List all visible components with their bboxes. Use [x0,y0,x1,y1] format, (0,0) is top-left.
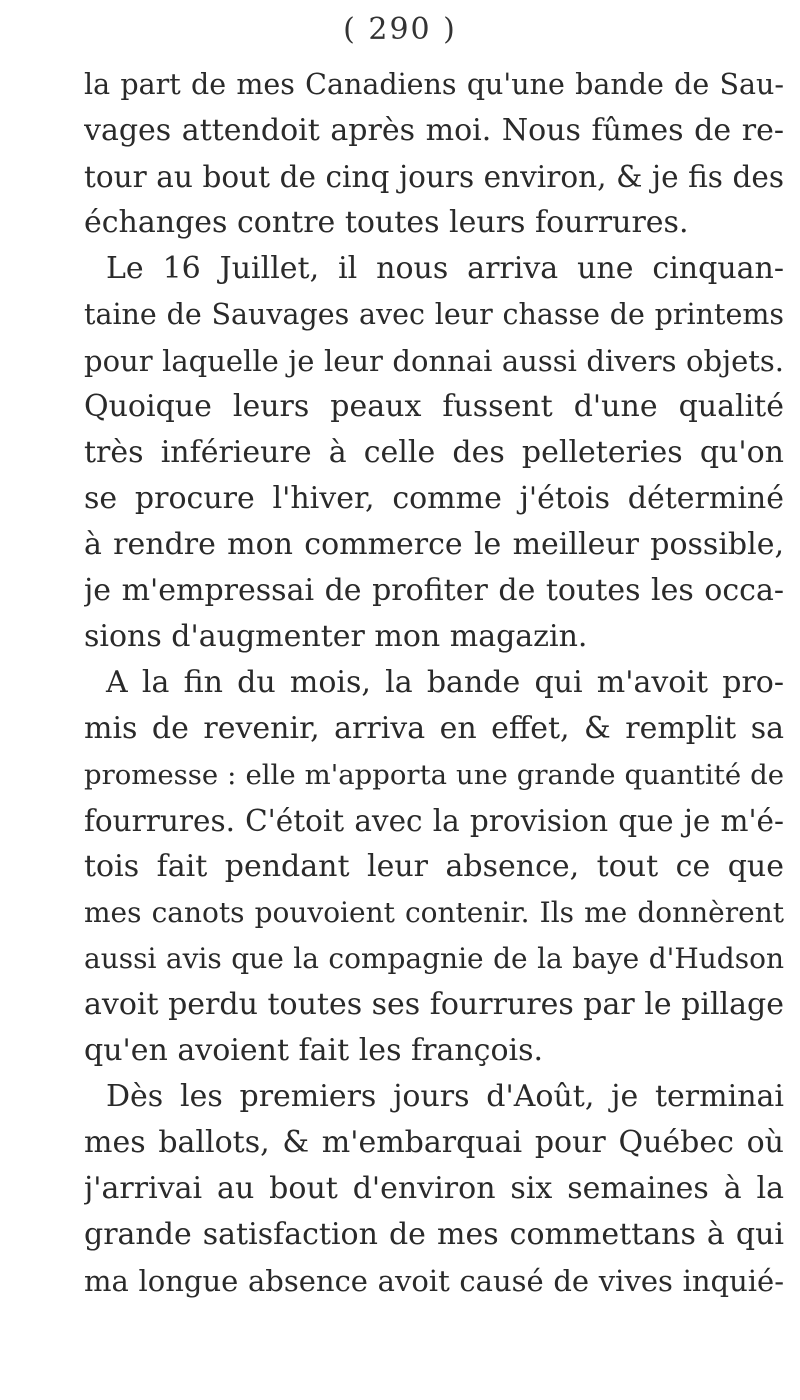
text-line: se procure l'hiver, comme j'étois déterminé [84,481,784,516]
text-line: pour laquelle je leur donnai aussi divers objets. [84,344,784,378]
text-line: mes canots pouvoient contenir. Ils me donnèrent [84,896,784,929]
text-line: A la fin du mois, la bande qui m'avoit pro- [106,665,784,700]
text-line: ma longue absence avoit causé de vives inquié- [84,1264,784,1298]
text-line: échanges contre toutes leurs fourrures. [84,205,689,240]
text-line: très inférieure à celle des pelleteries qu'on [84,435,784,470]
text-line: je m'empressai de profiter de toutes les occa- [84,573,784,608]
page-number: ( 290 ) [343,12,457,47]
text-line: la part de mes Canadiens qu'une bande de Sau- [84,68,784,101]
text-line: qu'en avoient fait les françois. [84,1033,544,1068]
text-line: mes ballots, & m'embarquai pour Québec où [84,1125,784,1160]
text-line: à rendre mon commerce le meilleur possible, [84,527,784,562]
text-line: Le 16 Juillet, il nous arriva une cinquan- [106,251,784,286]
text-line: taine de Sauvages avec leur chasse de printems [84,298,784,331]
text-line: tois fait pendant leur absence, tout ce que [84,849,784,884]
text-line: aussi avis que la compagnie de la baye d'Hudson [84,942,784,975]
text-line: grande satisfaction de mes commettans à qui [84,1217,784,1252]
text-line: j'arrivai au bout d'environ six semaines à la [84,1171,784,1206]
text-line: mis de revenir, arriva en effet, & remplit sa [84,711,784,746]
text-line: promesse : elle m'apporta une grande quantité de [84,759,784,791]
text-line: sions d'augmenter mon magazin. [84,619,588,654]
text-line: Dès les premiers jours d'Août, je terminai [106,1079,784,1114]
text-line: fourrures. C'étoit avec la provision que je m'é- [84,804,784,838]
text-line: vages attendoit après moi. Nous fûmes de re- [84,113,784,148]
text-line: tour au bout de cinq jours environ, & je fis des [84,160,784,194]
text-line: Quoique leurs peaux fussent d'une qualité [84,389,784,424]
text-line: avoit perdu toutes ses fourrures par le pillage [84,987,784,1022]
body-text [84,62,784,1304]
